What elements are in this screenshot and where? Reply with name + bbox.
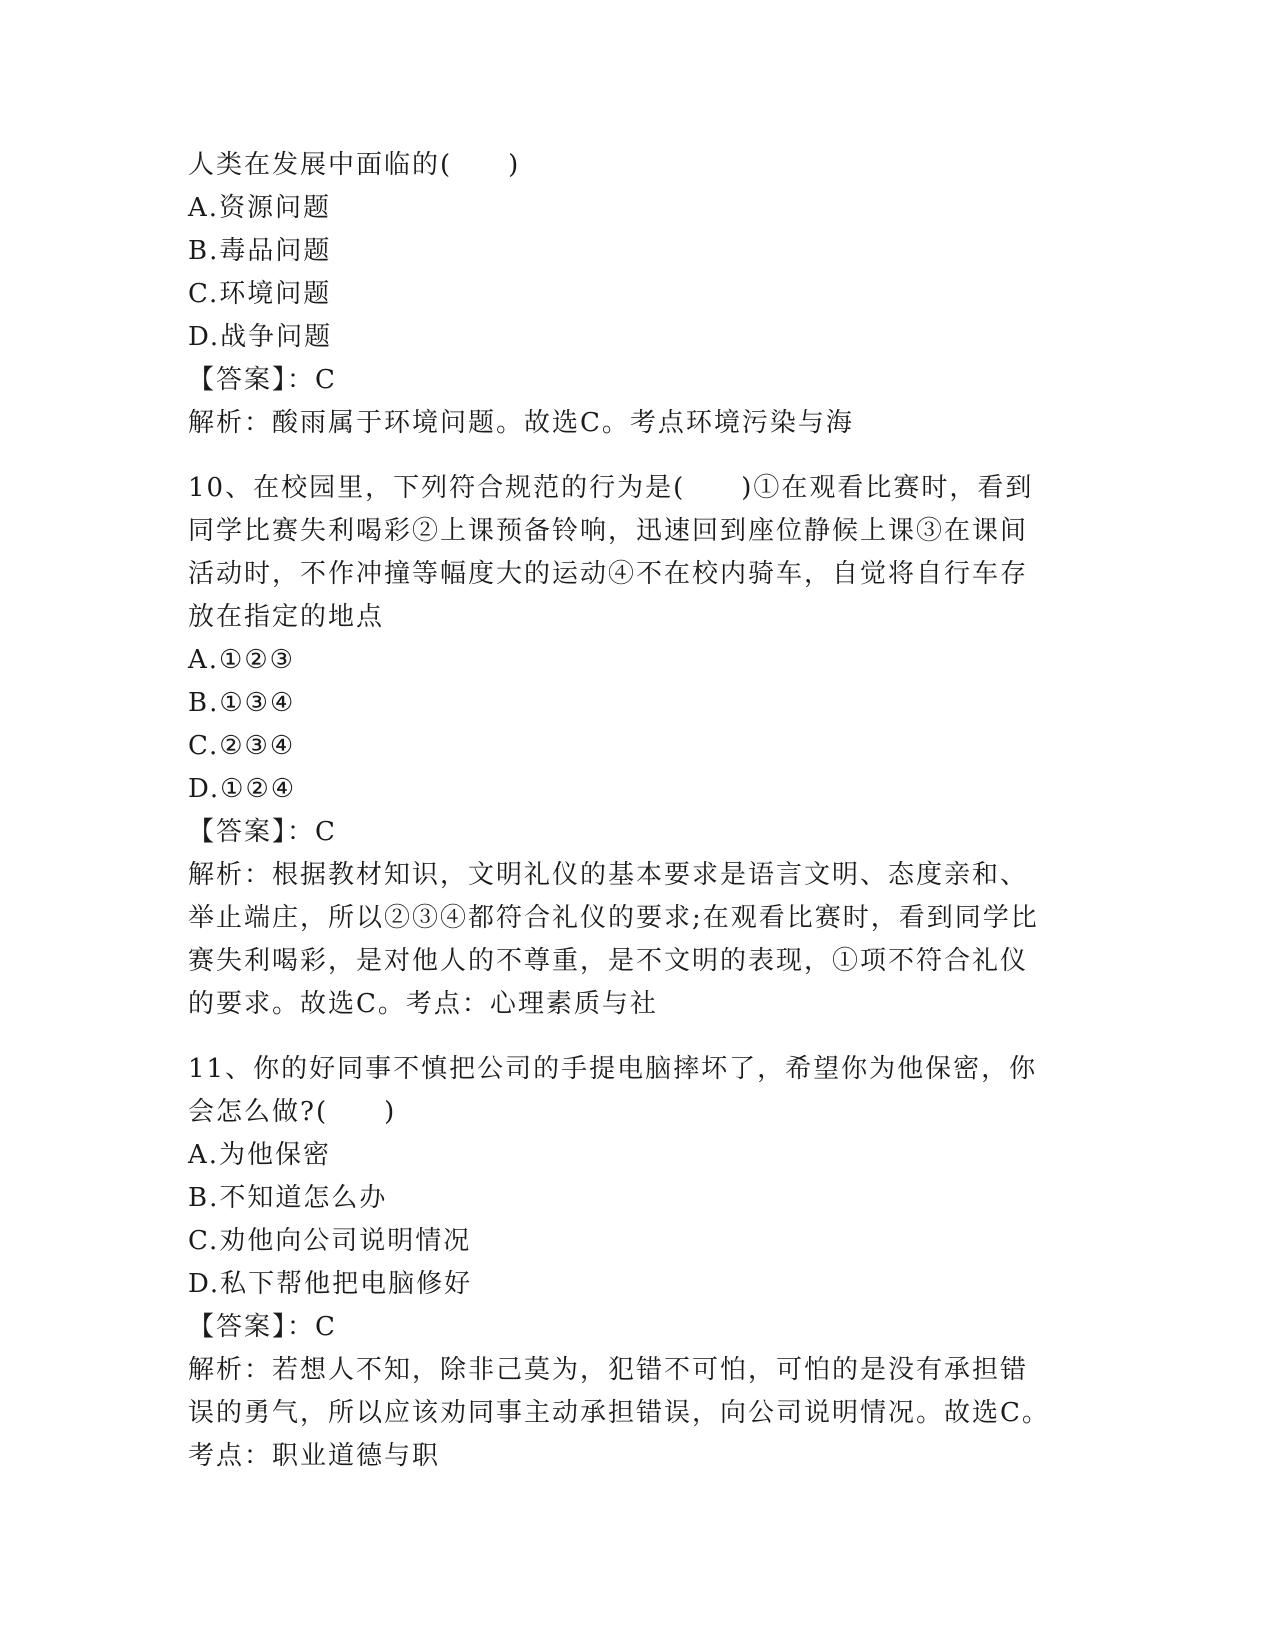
analysis-line: 解析：若想人不知，除非己莫为，犯错不可怕，可怕的是没有承担错: [188, 1355, 1029, 1385]
question-gap: [188, 445, 1088, 467]
analysis-line: 举止端庄，所以②③④都符合礼仪的要求;在观看比赛时，看到同学比: [188, 903, 1039, 933]
option-a: A.①②③: [188, 645, 295, 675]
option-a: A.资源问题: [188, 193, 332, 223]
question-stem-line: 11、你的好同事不慎把公司的手提电脑摔坏了，希望你为他保密，你: [188, 1054, 1038, 1084]
question-stem-line: 活动时，不作冲撞等幅度大的运动④不在校内骑车，自觉将自行车存: [188, 559, 1029, 589]
option-c: C.环境问题: [188, 279, 332, 309]
option-b: B.①③④: [188, 688, 296, 718]
option-b: B.毒品问题: [188, 236, 332, 266]
option-d: D.私下帮他把电脑修好: [188, 1269, 473, 1299]
question-stem-line: 同学比赛失利喝彩②上课预备铃响，迅速回到座位静候上课③在课间: [188, 516, 1029, 546]
analysis-line: 解析：酸雨属于环境问题。故选C。考点环境污染与海: [188, 408, 854, 438]
option-d: D.①②④: [188, 774, 297, 804]
document-page: [188, 144, 1088, 1478]
option-b: B.不知道怎么办: [188, 1183, 388, 1213]
answer-line: 【答案】：C: [188, 1312, 337, 1342]
answer-line: 【答案】：C: [188, 365, 337, 395]
question-stem-line: 人类在发展中面临的( ): [188, 150, 521, 180]
question-stem-line: 10、在校园里，下列符合规范的行为是( )①在观看比赛时，看到: [188, 473, 1034, 503]
question-10: [188, 467, 1088, 1026]
question-stem-line: 会怎么做?( ): [188, 1097, 397, 1127]
analysis-line: 解析：根据教材知识，文明礼仪的基本要求是语言文明、态度亲和、: [188, 860, 1029, 890]
question-9: [188, 144, 1088, 445]
analysis-line: 考点：职业道德与职: [188, 1441, 441, 1471]
option-d: D.战争问题: [188, 322, 333, 352]
option-c: C.②③④: [188, 731, 296, 761]
answer-line: 【答案】：C: [188, 817, 337, 847]
option-c: C.劝他向公司说明情况: [188, 1226, 472, 1256]
question-stem-line: 放在指定的地点: [188, 602, 385, 632]
analysis-line: 的要求。故选C。考点：心理素质与社: [188, 989, 658, 1019]
analysis-line: 误的勇气，所以应该劝同事主动承担错误，向公司说明情况。故选C。: [188, 1398, 1050, 1428]
option-a: A.为他保密: [188, 1140, 332, 1170]
question-11: [188, 1048, 1088, 1478]
analysis-line: 赛失利喝彩，是对他人的不尊重，是不文明的表现，①项不符合礼仪: [188, 946, 1029, 976]
question-gap: [188, 1026, 1088, 1048]
